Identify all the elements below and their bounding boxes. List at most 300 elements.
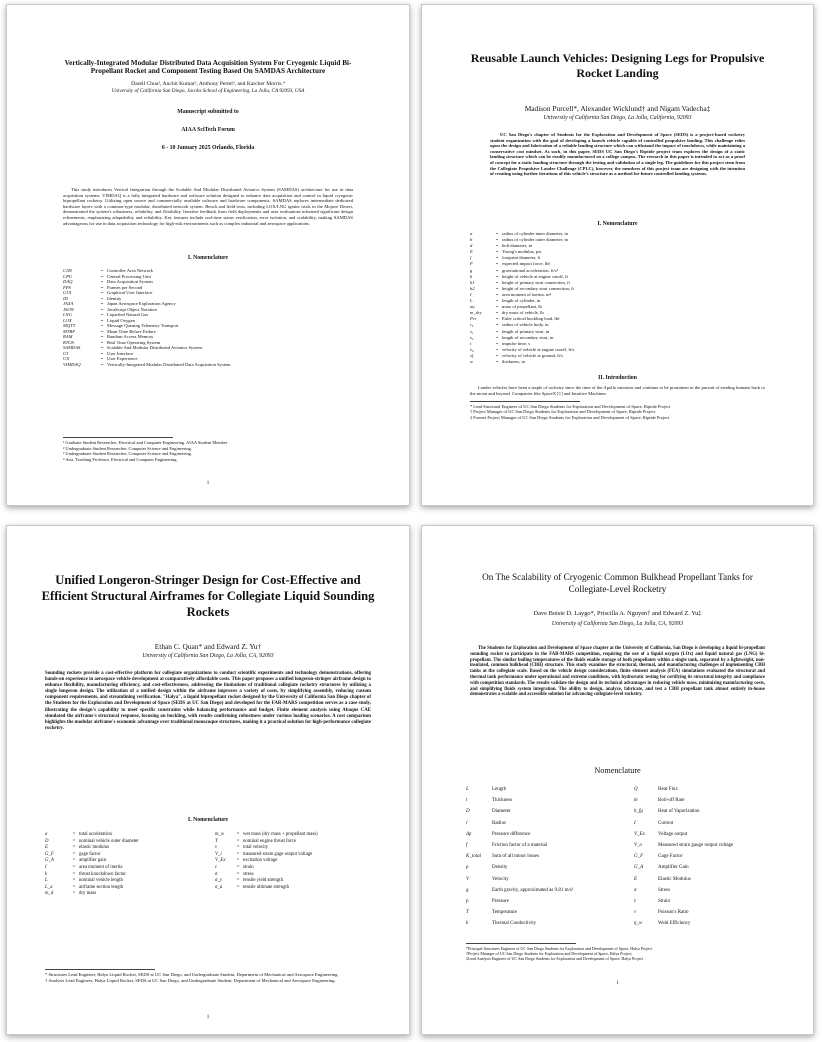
nomenclature-definition: stress — [243, 871, 254, 877]
nomenclature-definition: thickness, in — [502, 358, 525, 364]
nomenclature-row — [466, 907, 616, 918]
nomenclature-equals: = — [495, 267, 499, 273]
nomenclature-symbol: v₀ — [470, 346, 474, 352]
nomenclature-definition: Pressure difference — [492, 831, 531, 837]
nomenclature-row — [634, 862, 784, 873]
nomenclature-equals: = — [495, 285, 499, 291]
nomenclature-symbol: f — [466, 843, 468, 849]
nomenclature-row — [215, 865, 380, 872]
paper4-nomenclature-left — [466, 784, 616, 930]
nomenclature-symbol: LNG — [63, 312, 72, 317]
paper-page-3 — [6, 525, 410, 1035]
nomenclature-definition: Radius — [492, 820, 506, 826]
nomenclature-definition: Vertically-Integrated Modular Distributed Data Acquisition System — [107, 361, 231, 367]
paper1-venue: AIAA SciTech Forum — [181, 126, 235, 133]
nomenclature-definition: Current — [658, 820, 674, 826]
nomenclature-definition: nominal engine thrust force — [243, 838, 296, 844]
nomenclature-row — [634, 885, 784, 896]
nomenclature-symbol: L — [470, 298, 473, 304]
paper2-title: Reusable Launch Vehicles: Designing Legs for Propulsive Rocket Landing — [470, 51, 765, 80]
nomenclature-symbol: r — [466, 820, 468, 826]
nomenclature-definition: mass of propellant, lb — [502, 304, 542, 310]
nomenclature-row — [634, 806, 784, 817]
nomenclature-symbol: F — [470, 261, 473, 267]
nomenclature-equals: = — [72, 864, 76, 870]
nomenclature-symbol: FPS — [63, 284, 71, 290]
nomenclature-row — [63, 362, 353, 368]
nomenclature-table — [215, 832, 380, 891]
nomenclature-symbol: UI — [63, 350, 68, 356]
paper1-affiliation: University of California San Diego, Jacobs School of Engineering, La Jolla, CA 92093, USA — [111, 87, 305, 94]
nomenclature-equals: = — [236, 878, 240, 884]
nomenclature-definition: Temperature — [492, 910, 518, 916]
nomenclature-equals: = — [72, 891, 76, 897]
paper1-authors: Darell Chua¹, Anchit Kumar², Anthony Pertel³, and Karcher Morris.⁴ — [131, 80, 285, 87]
nomenclature-definition: amplifier gain — [79, 858, 107, 864]
nomenclature-row — [45, 885, 205, 892]
nomenclature-symbol: I — [634, 820, 636, 826]
nomenclature-definition: Gage Factor — [658, 854, 683, 860]
paper-page-2 — [421, 4, 814, 506]
nomenclature-equals: = — [100, 317, 104, 323]
nomenclature-symbol: k — [466, 921, 469, 927]
nomenclature-table — [634, 784, 784, 930]
nomenclature-definition: radius of cylinder inner diameter, in — [502, 231, 568, 236]
nomenclature-definition: Density — [492, 865, 508, 871]
paper3-abstract: Sounding rockets provide a cost-effective platform for collegiate organizations to conduct scientific experiments and technology demonstrations, offering hands-on experience in aerospace vehicle development at comparatively affordable costs. This paper proposes a unified longeron-stringer airframe design to enhance flexibility, manufacturing efficiency, and cost-effectiveness, addressing the limitations of traditional collegiate rocketry structures by utilizing a single longeron design. The utilization of a unified design within the airframe improves a variety of costs, by simplifying assembly, reducing custom component requirements, and streamlining verification. "Halya", a liquid bipropellant rocket designed by the University of California San Diego chapter of the Students for the Exploration and Development of Space (SEDS at UC San Diego) and developed for the FAR-MARS competition serves as a case study, illustrating the design's capability to meet specific constraints while balancing performance and budget. Finite element analysis using Abaqus CAE simulated the airframe's structural response, focusing on buckling, with results confirming robustness under various loading scenarios. A cost comparison highlights the modular airframe's economic advantage over traditional monocoque structures, making it a practical solution for high-performance collegiate rocketry. — [45, 671, 371, 731]
nomenclature-definition: Central Processing Unit — [107, 273, 151, 279]
nomenclature-definition: strain — [243, 864, 254, 870]
nomenclature-equals: = — [236, 884, 240, 890]
nomenclature-row — [466, 851, 616, 862]
paper3-page-number: 1 — [206, 1015, 210, 1020]
nomenclature-equals: = — [495, 352, 499, 358]
footnote: ‡ Former Project Manager of UC San Diego Students for Exploration and Development of Space, Riptide Project — [470, 414, 670, 420]
nomenclature-definition: radius of vehicle body, in — [502, 322, 549, 328]
nomenclature-symbol: Δp — [466, 831, 472, 837]
nomenclature-symbol: ID — [63, 295, 68, 301]
nomenclature-definition: Strain — [658, 899, 670, 905]
nomenclature-symbol: RTOS — [63, 339, 74, 345]
nomenclature-definition: Frames per Second — [107, 284, 143, 290]
nomenclature-definition: footprint diameter, ft — [502, 255, 541, 261]
footnote: † Analysis Lead Engineer, Halya Liquid Rocket, SEDS at UC San Diego, and Undergraduate Student, Department of Mechanical and Aerospace Engineering. — [45, 978, 336, 983]
nomenclature-definition: length of primary strut, in — [502, 328, 550, 334]
nomenclature-row — [634, 818, 784, 829]
nomenclature-equals: = — [72, 871, 76, 877]
nomenclature-row — [215, 839, 380, 846]
nomenclature-table — [466, 784, 616, 930]
nomenclature-definition: radius of cylinder outer diameter, in — [502, 237, 568, 243]
nomenclature-definition: gravitational acceleration, ft/s² — [502, 267, 559, 273]
nomenclature-equals: = — [100, 361, 104, 367]
nomenclature-symbol: r₀ — [470, 322, 474, 328]
nomenclature-definition: Length — [492, 787, 507, 792]
nomenclature-row — [466, 840, 616, 851]
nomenclature-symbol: g — [466, 887, 469, 893]
nomenclature-equals: = — [72, 878, 76, 884]
nomenclature-definition: Friction factor of a material — [492, 843, 548, 849]
nomenclature-row — [634, 784, 784, 795]
nomenclature-row — [634, 907, 784, 918]
nomenclature-symbol: G_A — [45, 858, 54, 864]
nomenclature-symbol: t — [466, 798, 468, 804]
nomenclature-equals: = — [495, 291, 499, 297]
nomenclature-equals: = — [495, 334, 499, 340]
nomenclature-definition: User Experience — [107, 356, 138, 361]
nomenclature-equals: = — [495, 316, 499, 322]
nomenclature-definition: area moment of inertia, in⁴ — [502, 291, 552, 297]
nomenclature-definition: Identity — [107, 295, 122, 301]
nomenclature-definition: impulse time, s — [502, 340, 530, 346]
nomenclature-table — [470, 231, 765, 365]
nomenclature-equals: = — [495, 346, 499, 352]
paper1-submitted-to: Manuscript submitted to — [177, 108, 239, 115]
paper3-title: Unified Longeron-Stringer Design for Cost-Effective and Efficient Structural Airframes for Collegiate Liquid Sounding Rockets — [41, 573, 375, 619]
nomenclature-row — [634, 874, 784, 885]
nomenclature-symbol: s₂ — [470, 334, 474, 340]
paper2-abstract: UC San Diego's chapter of Students for the Exploration and Development of Space (SEDS) is a project-based rocketry student organization with the goal of developing a launch vehicle capable of controlled propulsive landing. This challenge relies upon the design and fabrication of a reliable landing structure which can withstand the impact of touchdown, while maintaining a conservative cost mindset. As such, in this paper, SEDS UC San Diego's Riptide project team explores the design of a static landing structure which can be readily manufactured on a college campus. The research in this paper is intended to act as a proof of concept for a static landing structure through the testing and validation of a single leg. The guidelines for this project stem from the Collegiate Propulsive Lander Challenge (CPLC), however, the members of this project team are designing with the intention of creating using further iterations of this vehicle's structure as a method for future controlled landing systems. — [490, 132, 745, 177]
paper3-affiliation: University of California San Diego, La Jolla, CA, 92093 — [142, 653, 274, 659]
nomenclature-symbol: m_w — [215, 832, 225, 837]
nomenclature-equals: = — [100, 339, 104, 345]
nomenclature-row — [634, 918, 784, 929]
nomenclature-definition: measured strain gage output voltage — [243, 851, 313, 857]
paper3-nomenclature-right — [215, 832, 380, 891]
nomenclature-equals: = — [236, 864, 240, 870]
nomenclature-symbol: UX — [63, 356, 70, 361]
nomenclature-row — [470, 359, 765, 365]
nomenclature-symbol: V_Ex — [634, 831, 645, 837]
footnote-rule — [63, 437, 173, 438]
nomenclature-equals: = — [100, 273, 104, 279]
nomenclature-definition: Weld Efficiency — [658, 921, 691, 927]
nomenclature-symbol: h_fg — [634, 809, 643, 815]
nomenclature-equals: = — [236, 851, 240, 857]
nomenclature-definition: Voltage output — [658, 831, 688, 837]
footnote: †Project Manager of UC San Diego Students for Exploration and Development of Space, Halya Project — [466, 951, 632, 956]
nomenclature-symbol: E — [634, 876, 638, 882]
nomenclature-definition: total acceleration — [79, 832, 112, 837]
paper3-nomenclature-left — [45, 832, 205, 898]
nomenclature-definition: velocity of vehicle at ground, ft/s — [502, 352, 563, 358]
nomenclature-definition: Liquefied Natural Gas — [107, 312, 149, 317]
nomenclature-symbol: LOX — [63, 317, 72, 323]
nomenclature-equals: = — [100, 334, 104, 339]
paper4-authors: Dave Boisie D. Laygo*, Priscilla A. Nguyen† and Edward Z. Yu‡ — [533, 610, 702, 617]
nomenclature-equals: = — [100, 301, 104, 306]
nomenclature-definition: Amplifier Gain — [658, 865, 689, 871]
nomenclature-definition: Elastic Modulus — [658, 876, 691, 882]
nomenclature-symbol: I — [45, 864, 47, 870]
nomenclature-symbol: L_a — [45, 884, 53, 890]
nomenclature-row — [634, 896, 784, 907]
nomenclature-definition: Thermal Conductivity — [492, 921, 537, 927]
nomenclature-definition: Measured strain gauge output voltage — [658, 843, 734, 849]
nomenclature-symbol: L — [466, 787, 469, 792]
paper3-footnotes — [45, 969, 371, 984]
nomenclature-equals: = — [100, 306, 104, 312]
nomenclature-symbol: h2 — [470, 285, 475, 291]
nomenclature-symbol: VIMDAQ — [63, 361, 81, 367]
nomenclature-definition: bolt diameter, in — [502, 243, 533, 249]
nomenclature-symbol: b — [470, 237, 473, 243]
nomenclature-definition: area moment of inertia — [79, 864, 123, 870]
nomenclature-definition: dry mass of vehicle, lb — [502, 310, 544, 316]
nomenclature-definition: Heat Flux — [658, 787, 678, 792]
nomenclature-definition: excitation voltage — [243, 858, 278, 864]
nomenclature-equals: = — [236, 858, 240, 864]
footnote-rule — [45, 969, 155, 970]
footnote: ‡Lead Analysis Engineer of UC San Diego Students for Exploration and Development of Space, Halya Project — [466, 956, 644, 961]
paper1-footnotes — [63, 437, 353, 462]
nomenclature-symbol: V_Ex — [215, 858, 226, 864]
nomenclature-definition: Pressure — [492, 899, 509, 905]
nomenclature-symbol: SAMDAS — [63, 345, 81, 350]
nomenclature-row — [45, 839, 205, 846]
paper2-authors: Madison Purcell*, Alexander Wicklund† and Nigam Vadecha‡ — [524, 104, 711, 113]
nomenclature-symbol: ṁ — [634, 798, 638, 804]
nomenclature-symbol: p — [466, 899, 469, 905]
nomenclature-row — [466, 795, 616, 806]
nomenclature-symbol: I — [470, 291, 472, 297]
nomenclature-row — [45, 832, 205, 839]
nomenclature-equals: = — [72, 832, 76, 837]
nomenclature-symbol: K_total — [466, 854, 482, 860]
nomenclature-definition: User Interface — [107, 350, 134, 356]
nomenclature-equals: = — [100, 356, 104, 361]
nomenclature-equals: = — [495, 298, 499, 304]
nomenclature-definition: Young's modulus, psi — [502, 249, 542, 255]
nomenclature-equals: = — [495, 261, 499, 267]
nomenclature-symbol: vf — [470, 352, 474, 358]
nomenclature-symbol: m_dry — [470, 310, 482, 316]
nomenclature-definition: elastic modulus — [79, 845, 109, 851]
nomenclature-symbol: G_F — [45, 851, 54, 857]
nomenclature-definition: Boil-off Rate — [658, 798, 685, 804]
nomenclature-symbol: mₚ — [470, 304, 476, 310]
nomenclature-row — [466, 784, 616, 795]
nomenclature-symbol: GUI — [63, 290, 72, 295]
paper1-nomenclature-heading: I. Nomenclature — [187, 255, 229, 261]
nomenclature-row — [45, 891, 205, 898]
nomenclature-definition: Heat of Vaporization — [658, 809, 700, 815]
nomenclature-symbol: V_i — [215, 851, 222, 857]
nomenclature-equals: = — [100, 295, 104, 301]
paper1-date: 6 - 10 January 2025 Orlando, Florida — [161, 144, 255, 151]
nomenclature-row — [215, 878, 380, 885]
footnote-rule — [466, 943, 576, 944]
nomenclature-definition: Liquid Oxygen — [107, 317, 135, 323]
nomenclature-definition: velocity of vehicle at engine cutoff, ft/s — [502, 346, 575, 352]
paper-page-1 — [6, 4, 410, 506]
nomenclature-definition: height of primary strut connection, ft — [502, 279, 570, 285]
nomenclature-symbol: E — [45, 845, 48, 851]
nomenclature-definition: Euler critical buckling load, lbf — [502, 316, 560, 322]
nomenclature-symbol: ν — [634, 910, 637, 916]
nomenclature-row — [215, 858, 380, 865]
nomenclature-symbol: MQTT — [63, 323, 76, 328]
footnote: † Project Manager of UC San Diego Students for Exploration and Development of Space, Riptide Project — [470, 409, 656, 415]
nomenclature-symbol: v — [215, 845, 218, 851]
nomenclature-equals: = — [495, 255, 499, 261]
nomenclature-row — [466, 874, 616, 885]
nomenclature-symbol: ε — [215, 864, 217, 870]
nomenclature-symbol: MTBF — [63, 328, 75, 334]
nomenclature-symbol: σ — [634, 887, 637, 893]
nomenclature-definition: gage factor — [79, 851, 101, 857]
nomenclature-symbol: RAM — [63, 334, 73, 339]
nomenclature-definition: tensile ultimate strength — [243, 884, 290, 890]
nomenclature-equals: = — [236, 845, 240, 851]
nomenclature-symbol: t — [470, 340, 472, 346]
nomenclature-definition: wet mass (dry mass + propellant mass) — [243, 832, 318, 837]
nomenclature-definition: expected impact force, lbf — [502, 261, 550, 267]
nomenclature-equals: = — [72, 845, 76, 851]
nomenclature-equals: = — [495, 310, 499, 316]
nomenclature-row — [634, 829, 784, 840]
nomenclature-definition: total velocity — [243, 845, 269, 851]
paper3-nomenclature-heading: I. Nomenclature — [187, 817, 229, 823]
paper4-affiliation: University of California San Diego, La Jolla, CA, 92093 — [551, 621, 684, 627]
nomenclature-symbol: m_d — [45, 891, 54, 897]
paper2-nomenclature-heading: I. Nomenclature — [597, 221, 638, 227]
nomenclature-symbol: h1 — [470, 279, 475, 285]
nomenclature-symbol: ρ — [466, 865, 469, 871]
nomenclature-row — [466, 862, 616, 873]
footnote-rule — [470, 401, 580, 402]
nomenclature-equals: = — [495, 243, 499, 249]
nomenclature-symbol: g — [470, 267, 473, 273]
nomenclature-equals: = — [100, 345, 104, 350]
paper2-intro-text: Lander vehicles have been a staple of rocketry since the time of the Apollo missions and continue to be prominent in the pursuit of sending humans back to the moon and beyond. Companies like SpaceX [1] and Intuitive Machines — [470, 385, 765, 396]
nomenclature-row — [634, 840, 784, 851]
nomenclature-equals: = — [236, 871, 240, 877]
nomenclature-symbol: k — [45, 871, 48, 877]
nomenclature-definition: Earth gravity, approximated as 9.81 m/s² — [492, 887, 574, 893]
nomenclature-definition: Data Acquisition System — [107, 279, 153, 284]
nomenclature-definition: Controller Area Network — [107, 268, 153, 273]
nomenclature-symbol: JSON — [63, 306, 74, 312]
nomenclature-definition: Sum of all minor losses — [492, 854, 540, 860]
nomenclature-row — [466, 885, 616, 896]
nomenclature-equals: = — [100, 284, 104, 290]
nomenclature-definition: tensile yield strength — [243, 878, 283, 884]
nomenclature-equals: = — [100, 350, 104, 356]
nomenclature-row — [466, 818, 616, 829]
footnote: *Principal Structures Engineer of UC San Diego Students for Exploration and Development of Space, Halya Project — [466, 946, 653, 951]
nomenclature-symbol: s₁ — [470, 328, 474, 334]
paper-page-4 — [421, 525, 814, 1035]
nomenclature-equals: = — [495, 304, 499, 310]
nomenclature-row — [215, 852, 380, 859]
nomenclature-row — [215, 845, 380, 852]
nomenclature-row — [215, 872, 380, 879]
nomenclature-row — [45, 858, 205, 865]
nomenclature-equals: = — [72, 838, 76, 844]
nomenclature-symbol: σ_y — [215, 878, 222, 884]
nomenclature-symbol: Pcr — [470, 316, 477, 322]
nomenclature-equals: = — [495, 328, 499, 334]
paper4-abstract: The Students for Exploration and Development of Space chapter at the University of California, San Diego is developing a liquid bi-propellant sounding rocket to participate in the FAR-MARS competition, requiring the use of a liquid oxygen (LOx) and liquid natural gas (LNG) bi-propellant. The similar boiling temperatures of the fluids enable storage of both propellants within a single tank, separated by a lightweight, non-insulated, common bulkhead (CBH) structure. This study examines the structural, thermal, and manufacturing challenges of implementing CBH tanks at the collegiate scale. Based on the vehicle design considerations, finite element analysis (FEA) simulations evaluated the structural and thermal tank performance under operational and extreme conditions, with hydrostatic testing for certifying its structural integrity and compliance with competition standards. The results validate the design and its technical advantages in reducing vehicle mass, minimizing manufacturing costs, and simplifying fluids system integration. The ability to design, analyze, fabricate, and test a CBH propellant tank almost entirely in-house demonstrates a scalable and accessible solution for advancing collegiate-level rocketry. — [470, 646, 765, 698]
paper2-intro-heading: II. Introduction — [598, 375, 637, 381]
nomenclature-symbol: L — [45, 878, 48, 884]
nomenclature-equals: = — [100, 268, 104, 273]
paper2-affiliation: University of California San Diego, La Jolla, California, 92093 — [543, 115, 692, 121]
nomenclature-equals: = — [100, 323, 104, 328]
nomenclature-symbol: JAXA — [63, 301, 74, 306]
nomenclature-table — [63, 268, 353, 367]
nomenclature-symbol: d — [470, 243, 473, 249]
nomenclature-equals: = — [72, 858, 76, 864]
nomenclature-symbol: V_o — [634, 843, 643, 849]
nomenclature-equals: = — [495, 358, 499, 364]
paper4-title: On The Scalability of Cryogenic Common Bulkhead Propellant Tanks for Collegiate-Level Rocketry — [482, 572, 753, 594]
paper4-page-number: 1 — [616, 981, 619, 986]
paper1-nomenclature-list — [63, 268, 353, 367]
nomenclature-definition: dry mass — [79, 891, 97, 897]
nomenclature-symbol: Q — [634, 787, 638, 792]
paper2-nomenclature-list — [470, 231, 765, 365]
nomenclature-row — [634, 851, 784, 862]
nomenclature-equals: = — [236, 838, 240, 844]
nomenclature-symbol: f — [470, 255, 472, 261]
footnote: ¹ Graduate Student Researcher, Electrical and Computer Engineering. AIAA Student Member — [63, 440, 228, 445]
nomenclature-definition: Diameter — [492, 809, 511, 815]
paper3-authors: Ethan C. Quan* and Edward Z. Yu† — [154, 642, 262, 651]
nomenclature-row — [45, 852, 205, 859]
nomenclature-row — [466, 896, 616, 907]
nomenclature-definition: Real Time Operating System — [107, 339, 161, 345]
nomenclature-definition: height of vehicle at engine cutoff, ft — [502, 273, 568, 279]
footnote: ² Undergraduate Student Researcher, Computer Science and Engineering. — [63, 445, 192, 451]
nomenclature-symbol: ε — [634, 899, 636, 905]
nomenclature-symbol: w — [470, 358, 474, 364]
nomenclature-equals: = — [495, 279, 499, 285]
nomenclature-definition: airframe section length — [79, 884, 124, 890]
nomenclature-symbol: G_A — [634, 865, 644, 871]
nomenclature-definition: JavaScript Object Notation — [107, 306, 157, 312]
nomenclature-definition: Scalable And Modular Distributed Avionics System — [107, 345, 202, 350]
nomenclature-row — [45, 845, 205, 852]
nomenclature-row — [634, 795, 784, 806]
nomenclature-equals: = — [495, 231, 499, 236]
nomenclature-equals: = — [495, 249, 499, 255]
nomenclature-symbol: a — [45, 832, 48, 837]
nomenclature-symbol: η_w — [634, 921, 643, 927]
nomenclature-definition: Random Access Memory — [107, 334, 154, 339]
nomenclature-symbol: G_F — [634, 854, 644, 860]
footnote: * Structures Lead Engineer, Halya Liquid Rocket, SEDS at UC San Diego, and Undergraduate Student, Department of Mechanical and Aerospace Engineering. — [45, 972, 339, 977]
nomenclature-definition: length of cylinder, in — [502, 298, 541, 304]
nomenclature-symbol: T — [466, 910, 469, 916]
nomenclature-row — [215, 885, 380, 892]
nomenclature-definition: Japan Aerospace Exploration Agency — [107, 301, 176, 306]
nomenclature-equals: = — [495, 273, 499, 279]
nomenclature-symbol: T — [215, 838, 218, 844]
nomenclature-definition: Thickness — [492, 798, 513, 804]
nomenclature-definition: thrust knockdown factor — [79, 871, 126, 877]
nomenclature-symbol: σ — [215, 871, 218, 877]
nomenclature-symbol: CAN — [63, 268, 72, 273]
nomenclature-equals: = — [100, 279, 104, 284]
nomenclature-equals: = — [100, 290, 104, 295]
nomenclature-definition: Stress — [658, 887, 670, 893]
nomenclature-equals: = — [100, 312, 104, 317]
nomenclature-equals: = — [100, 328, 104, 334]
nomenclature-symbol: E — [470, 249, 473, 255]
nomenclature-row — [45, 878, 205, 885]
